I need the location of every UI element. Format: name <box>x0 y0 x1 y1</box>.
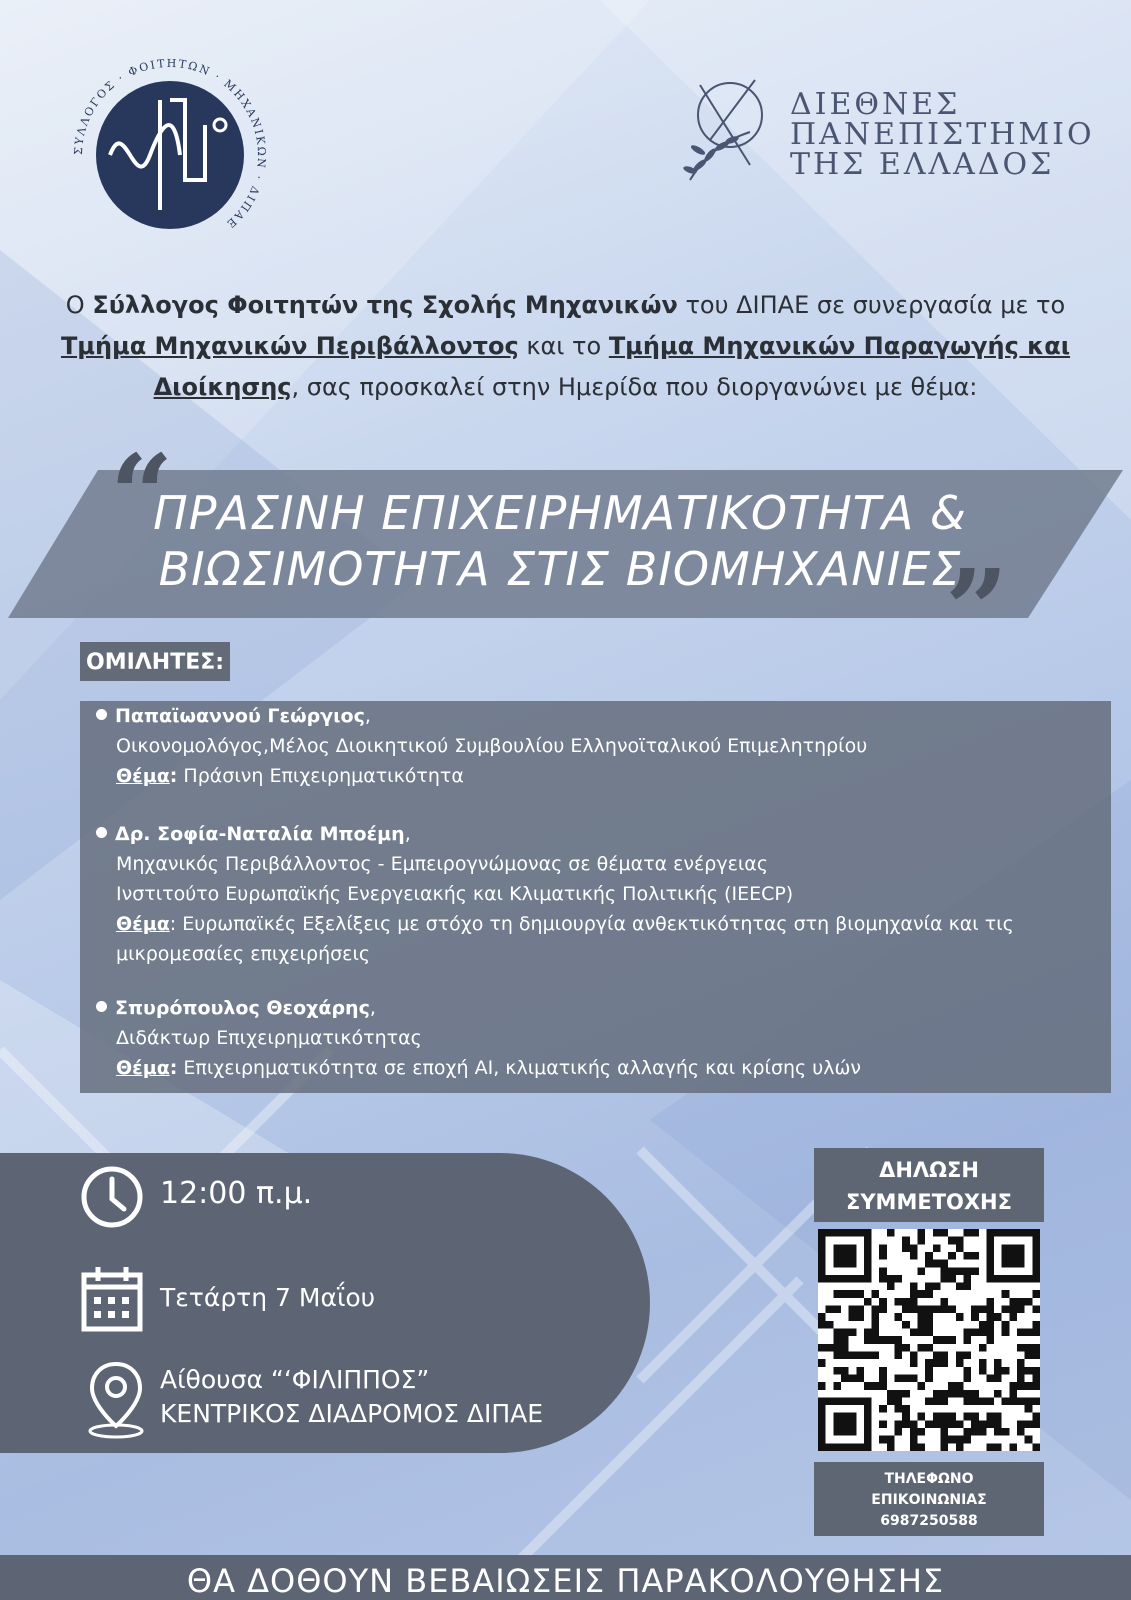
event-location: Αίθουσα “‘ΦΙΛΙΠΠΟΣ” ΚΕΝΤΡΙΚΟΣ ΔΙΑΔΡΟΜΟΣ ΔΙΠΑΕ <box>160 1365 544 1428</box>
event-time: 12:00 π.μ. <box>160 1176 313 1211</box>
event-title: ΠΡΑΣΙΝΗ ΕΠΙΧΕΙΡΗΜΑΤΙΚΟΤΗΤΑ & ΒΙΩΣΙΜΟΤΗΤΑ ΣΤΙΣ ΒΙΟΜΗΧΑΝΙΕΣ <box>153 486 967 596</box>
bullet-icon <box>96 1001 107 1012</box>
university-logo <box>670 70 1095 200</box>
event-date: Τετάρτη 7 Μαΐου <box>160 1283 376 1312</box>
logo-ring-text: ΣΥΛΛΟΓΟΣ · ΦΟΙΤΗΤΩΝ · ΜΗΧΑΝΙΚΩΝ · ΔΙΠΑΕ <box>71 56 269 232</box>
contact-phone-box: ΤΗΛΕΦΩΝΟ ΕΠΙΚΟΙΝΩΝΙΑΣ 6987250588 <box>814 1462 1044 1536</box>
speaker-item: Παπαϊωαννού Γεώργιος, Οικονομολόγος,Μέλος Διοικητικού Συμβουλίου Ελληνοϊταλικού Επιμελητηρίου Θέμα: Πράσινη Επιχειρηματικότητα <box>96 701 867 791</box>
bullet-icon <box>96 827 107 838</box>
location-pin-icon <box>86 1360 146 1440</box>
contact-phone-number: 6987250588 <box>880 1513 978 1529</box>
speaker-item: Σπυρόπουλος Θεοχάρης, Διδάκτωρ Επιχειρηματικότητας Θέμα: Επιχειρηματικότητα σε εποχή AI, κλιματικής αλλαγής και κρίσης υλών <box>96 993 861 1083</box>
quote-close-mark: ” <box>945 545 1009 674</box>
registration-heading: ΔΗΛΩΣΗ ΣΥΜΜΕΤΟΧΗΣ <box>814 1148 1044 1222</box>
calendar-icon <box>80 1265 144 1333</box>
attendance-certificate-footer: ΘΑ ΔΟΘΟΥΝ ΒΕΒΑΙΩΣΕΙΣ ΠΑΡΑΚΟΛΟΥΘΗΣΗΣ <box>0 1555 1131 1600</box>
university-name: ΔΙΕΘΝΕΣ ΠΑΝΕΠΙΣΤΗΜΙΟ ΤΗΣ ΕΛΛΑΔΟΣ <box>790 87 1095 182</box>
speakers-heading: ΟΜΙΛΗΤΕΣ: <box>80 642 230 681</box>
bullet-icon <box>96 709 107 720</box>
student-association-logo <box>70 55 270 255</box>
registration-qr-code[interactable] <box>818 1229 1040 1451</box>
intro-paragraph: Ο Σύλλογος Φοιτητών της Σχολής Μηχανικών του ΔΙΠΑΕ σε συνεργασία με το Τμήμα Μηχανικών Περιβάλλοντος και το Τμήμα Μηχανικών Παραγωγής και Διοίκησης, σας προσκαλεί στην Ημερίδα που διοργανώνει με θέμα: <box>60 291 1071 401</box>
quote-open-mark: “ <box>110 430 174 559</box>
clock-icon <box>80 1165 144 1229</box>
speakers-panel <box>80 701 1111 1093</box>
olive-branch-icon <box>670 70 770 190</box>
speaker-item: Δρ. Σοφία-Ναταλία Μποέμη, Μηχανικός Περιβάλλοντος - Εμπειρογνώμονας σε θέματα ενέργειας Ινστιτούτο Ευρωπαϊκής Ενεργειακής και Κλιματικής Πολιτικής (IEECP) Θέμα: Ευρωπαϊκές Εξελίξεις με στόχο τη δημιουργία ανθεκτικότητας στη βιομηχανία και τις μικρομεσαίες επιχειρήσεις <box>96 819 1014 969</box>
event-info-panel <box>0 1153 650 1453</box>
